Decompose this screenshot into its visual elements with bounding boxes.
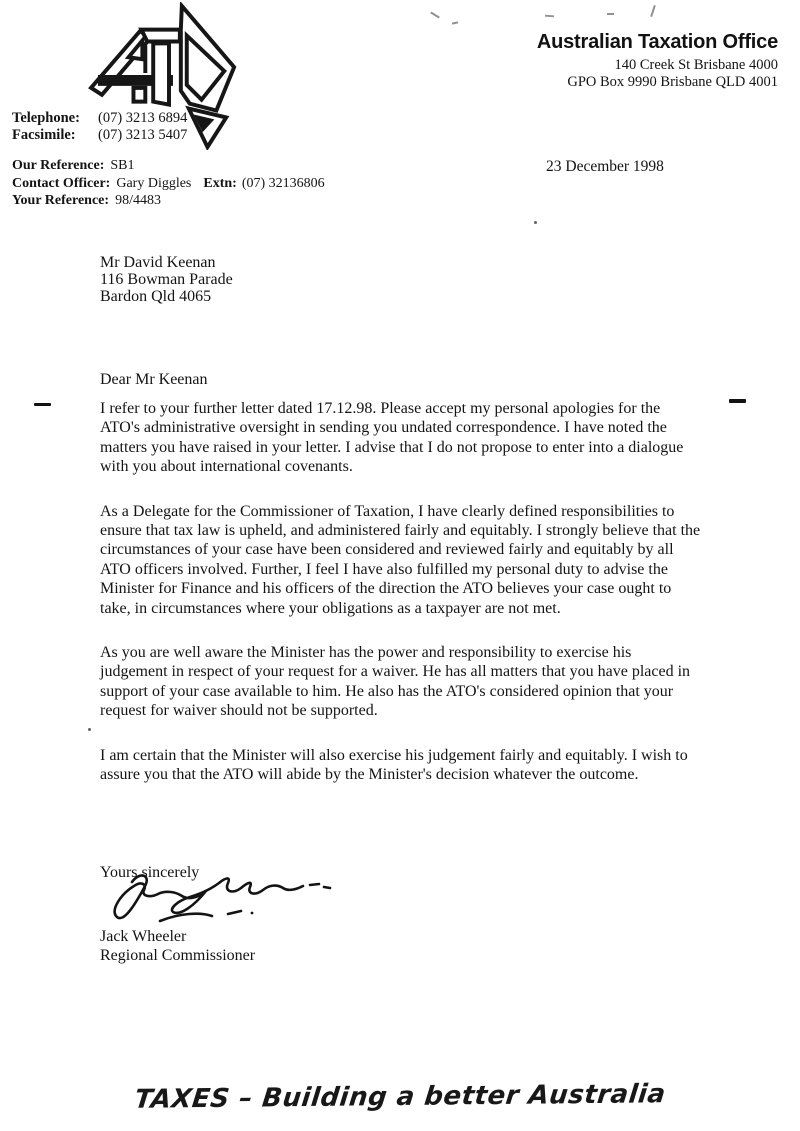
scan-mark bbox=[452, 21, 458, 24]
signatory-title: Regional Commissioner bbox=[100, 946, 256, 964]
facsimile-value: (07) 3213 5407 bbox=[98, 127, 188, 143]
facsimile-row bbox=[12, 127, 187, 143]
closing-line: Yours sincerely bbox=[100, 864, 200, 881]
letterhead bbox=[537, 31, 778, 91]
telephone-row bbox=[12, 110, 187, 126]
scan-mark bbox=[430, 12, 440, 19]
our-reference-value: SB1 bbox=[110, 158, 135, 173]
contact-details bbox=[12, 110, 187, 143]
org-name: Australian Taxation Office bbox=[536, 31, 778, 53]
signatory-name: Jack Wheeler bbox=[100, 928, 187, 945]
extn-value: (07) 32136806 bbox=[241, 175, 325, 191]
scan-mark bbox=[607, 13, 614, 15]
recipient-suburb: Bardon Qld 4065 bbox=[100, 288, 212, 306]
org-address-line-1: 140 Creek St Brisbane 4000 bbox=[614, 57, 778, 73]
your-reference-label: Your Reference: bbox=[12, 193, 110, 208]
scan-mark bbox=[88, 728, 91, 731]
extn-label: Extn: bbox=[203, 175, 237, 191]
telephone-label: Telephone: bbox=[12, 110, 80, 126]
contact-officer-value: Gary Diggles bbox=[116, 175, 192, 191]
letter-body bbox=[100, 399, 701, 810]
fold-mark-right bbox=[729, 399, 746, 403]
footer bbox=[0, 1079, 800, 1115]
our-reference-label: Our Reference: bbox=[12, 158, 105, 173]
contact-officer-row bbox=[12, 175, 325, 193]
facsimile-label: Facsimile: bbox=[12, 127, 76, 143]
letter-date: 23 December 1998 bbox=[546, 158, 664, 175]
footer-slogan: TAXES – Building a better Australia bbox=[132, 1079, 668, 1115]
paragraph-3: As you are well aware the Minister has the power and responsibility to exercise his judgement in respect of your request for a waiver. He has all matters that you have placed in support of your case available to him. He also has the ATO's considered opinion that your request for waiver should not be supported. bbox=[100, 644, 691, 720]
signature-block bbox=[100, 928, 255, 965]
scan-mark bbox=[650, 5, 656, 17]
recipient-street: 116 Bowman Parade bbox=[100, 271, 233, 289]
org-address-line-2: GPO Box 9990 Brisbane QLD 4001 bbox=[567, 74, 778, 90]
telephone-value: (07) 3213 6894 bbox=[98, 110, 188, 126]
recipient-name: Mr David Keenan bbox=[100, 254, 216, 271]
scan-mark bbox=[534, 221, 537, 224]
your-reference-value: 98/4483 bbox=[115, 193, 161, 208]
scan-mark bbox=[545, 15, 554, 18]
signature-scrawl-icon bbox=[96, 870, 354, 932]
salutation: Dear Mr Keenan bbox=[100, 371, 208, 388]
reference-block bbox=[12, 157, 325, 210]
your-reference-row bbox=[12, 192, 325, 210]
recipient-address bbox=[100, 254, 233, 306]
our-reference-row bbox=[12, 157, 325, 175]
paragraph-4: I am certain that the Minister will also exercise his judgement fairly and equitably. I wish to assure you that the ATO will abide by the Minister's decision whatever the outcome. bbox=[100, 746, 688, 784]
paragraph-2: As a Delegate for the Commissioner of Taxation, I have clearly defined responsibilities to ensure that tax law is upheld, and administered fairly and equitably. I strongly believe that the circumstances of your case have been considered and reviewed fairly and equitably by all ATO officers involved. Further, I feel I have also fulfilled my personal duty to advise the Minister for Finance and his officers of the direction the ATO believes your case ought to take, in circumstances where your obligations as a taxpayer are not met. bbox=[100, 502, 701, 617]
contact-officer-label: Contact Officer: bbox=[12, 175, 111, 191]
fold-mark-left bbox=[34, 403, 51, 406]
paragraph-1: I refer to your further letter dated 17.12.98. Please accept my personal apologies for the ATO's administrative oversight in sending you undated correspondence. I have noted the matters you have raised in your letter. I advise that I do not propose to enter into a dialogue with you about international covenants. bbox=[100, 400, 684, 476]
